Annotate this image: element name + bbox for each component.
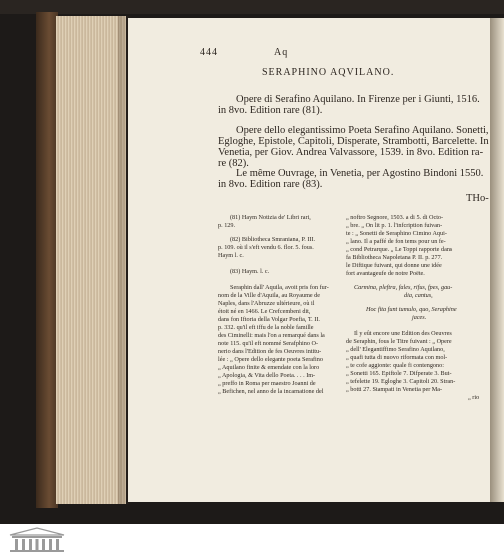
distich-line: Hoc fita funt tumulo, quo, Seraphine xyxy=(366,306,457,313)
note-line: p. 129. xyxy=(218,222,236,229)
note-line: „ preffo in Roma per maestro Joanni de xyxy=(218,380,316,387)
distich-line: dia, cantus, xyxy=(404,292,433,299)
note-line: fa Bibliotheca Napoletana P. II. p. 277. xyxy=(346,254,443,261)
note-line: „ botti 27. Stampati in Venetia per Ma- xyxy=(346,386,443,393)
entry-line: Opere dello elegantissimo Poeta Serafino Aquilano. Sonetti, xyxy=(236,125,489,136)
note-line: Haym l. c. xyxy=(218,252,244,259)
note-line: „ lano. Il a paffé de fon tems pour un fe- xyxy=(346,238,446,245)
footer-strip xyxy=(0,524,504,556)
note-line: de Seraphin, fous le Titre fuivant : „ Opere xyxy=(346,338,452,345)
book-binding xyxy=(36,12,58,508)
note-line: „ quafi tutta di nuovo riformata con mol- xyxy=(346,354,448,361)
entry-line: in 8vo. Edition rare (81). xyxy=(218,105,323,116)
note-line: (81) Haym Notizia de' Libri rari, xyxy=(230,214,311,221)
entry-line: Le même Ouvrage, in Venetia, per Agostino Bindoni 1550. xyxy=(236,168,484,179)
note-line: (83) Haym. l. c. xyxy=(230,268,270,275)
note-line: „ dell' Elegantiffimo Serafino Aquilano, xyxy=(346,346,445,353)
scan-background-top xyxy=(0,0,504,14)
note-line: lée : „ Opere dello elegante poeta Serafino xyxy=(218,356,323,363)
note-line: (82) Bibliotheca Smraniana, P. III. xyxy=(230,236,316,243)
next-page-edge xyxy=(490,18,504,502)
entry-line: Egloghe, Epistole, Capitoli, Disperate, Strambotti, Barcelette. In xyxy=(218,136,489,147)
note-line: Naples, dans l'Abruzze ultérieure, où il xyxy=(218,300,315,307)
distich-line: jaces. xyxy=(412,314,427,321)
note-line: des Ciminelli: mais l'on a remarqué dans la xyxy=(218,332,325,339)
notes-catchword: „ rio xyxy=(468,394,480,401)
distich-line: Carmina, pleftra, fales, rifus, fpes, gau- xyxy=(354,284,453,291)
note-line: nom de la Ville d'Aquila, au Royaume de xyxy=(218,292,321,299)
entry-line: Opere di Serafino Aquilano. In Firenze per i Giunti, 1516. xyxy=(236,94,480,105)
note-line: te : „ Sonetti de Seraphino Cimino Aqui- xyxy=(346,230,447,237)
entry-line: Venetia, per Giov. Andrea Valvassore, 1539. in 8vo. Edition ra- xyxy=(218,147,484,158)
note-line: note 115. qu'il eft nommé Serafphino O- xyxy=(218,340,319,347)
note-line: p. 332. qu'il eft iffu de la noble famille xyxy=(218,324,314,331)
note-line: „ noftro Segnore, 1503. a di 5. di Octo- xyxy=(346,214,444,221)
note-line: „ tefelette 19. Egloghe 3. Capitoli 20. Stran- xyxy=(346,378,456,385)
note-line: Il y eût encore une Edition des Oeuvres xyxy=(354,330,452,337)
note-line: „ cond Petrarque. „ Le Toppi rapporte dans xyxy=(346,246,453,253)
catchword: THo- xyxy=(466,193,489,204)
page-number: 444 xyxy=(200,47,218,58)
library-building-logo xyxy=(4,526,70,554)
entry-line: in 8vo. Edition rare (83). xyxy=(218,179,323,190)
running-head: SERAPHINO AQVILANO. xyxy=(262,67,395,78)
note-line: Seraphin dall' Aquila, avoit pris fon fur- xyxy=(230,284,329,291)
note-line: „ bre. „ On lit p. 1. l'infcription fuivan- xyxy=(346,222,443,229)
note-line: nerio dans l'Edition de fes Oeuvres intitu- xyxy=(218,348,322,355)
page-edges xyxy=(56,16,126,504)
note-line: p. 109. où il s'eft vendu 6. flor. 5. fous. xyxy=(218,244,314,251)
note-line: „ Apologia, & Vita dello Poeta. . . . Im- xyxy=(218,372,316,379)
note-line: „ Sonetti 165. Epiftole 7. Difperate 3. But- xyxy=(346,370,452,377)
signature-mark: Aq xyxy=(274,47,289,58)
note-line: dans fon Iftoria della Volgar Poefia, T. II. xyxy=(218,316,320,323)
note-line: fort avantageufe de notre Poëte. xyxy=(346,270,425,277)
entry-line: re (82). xyxy=(218,158,249,169)
note-line: étoit né en 1466. Le Crefcembeni dit, xyxy=(218,308,311,315)
note-line: „ te cofe aggionte: quale fi contengono: xyxy=(346,362,444,369)
note-line: le Diftique fuivant, qui donne une idée xyxy=(346,262,442,269)
note-line: „ Befichen, nel anno de la incarnatione del xyxy=(218,388,324,395)
note-line: „ Aquilano finite & emendate con la loro xyxy=(218,364,320,371)
